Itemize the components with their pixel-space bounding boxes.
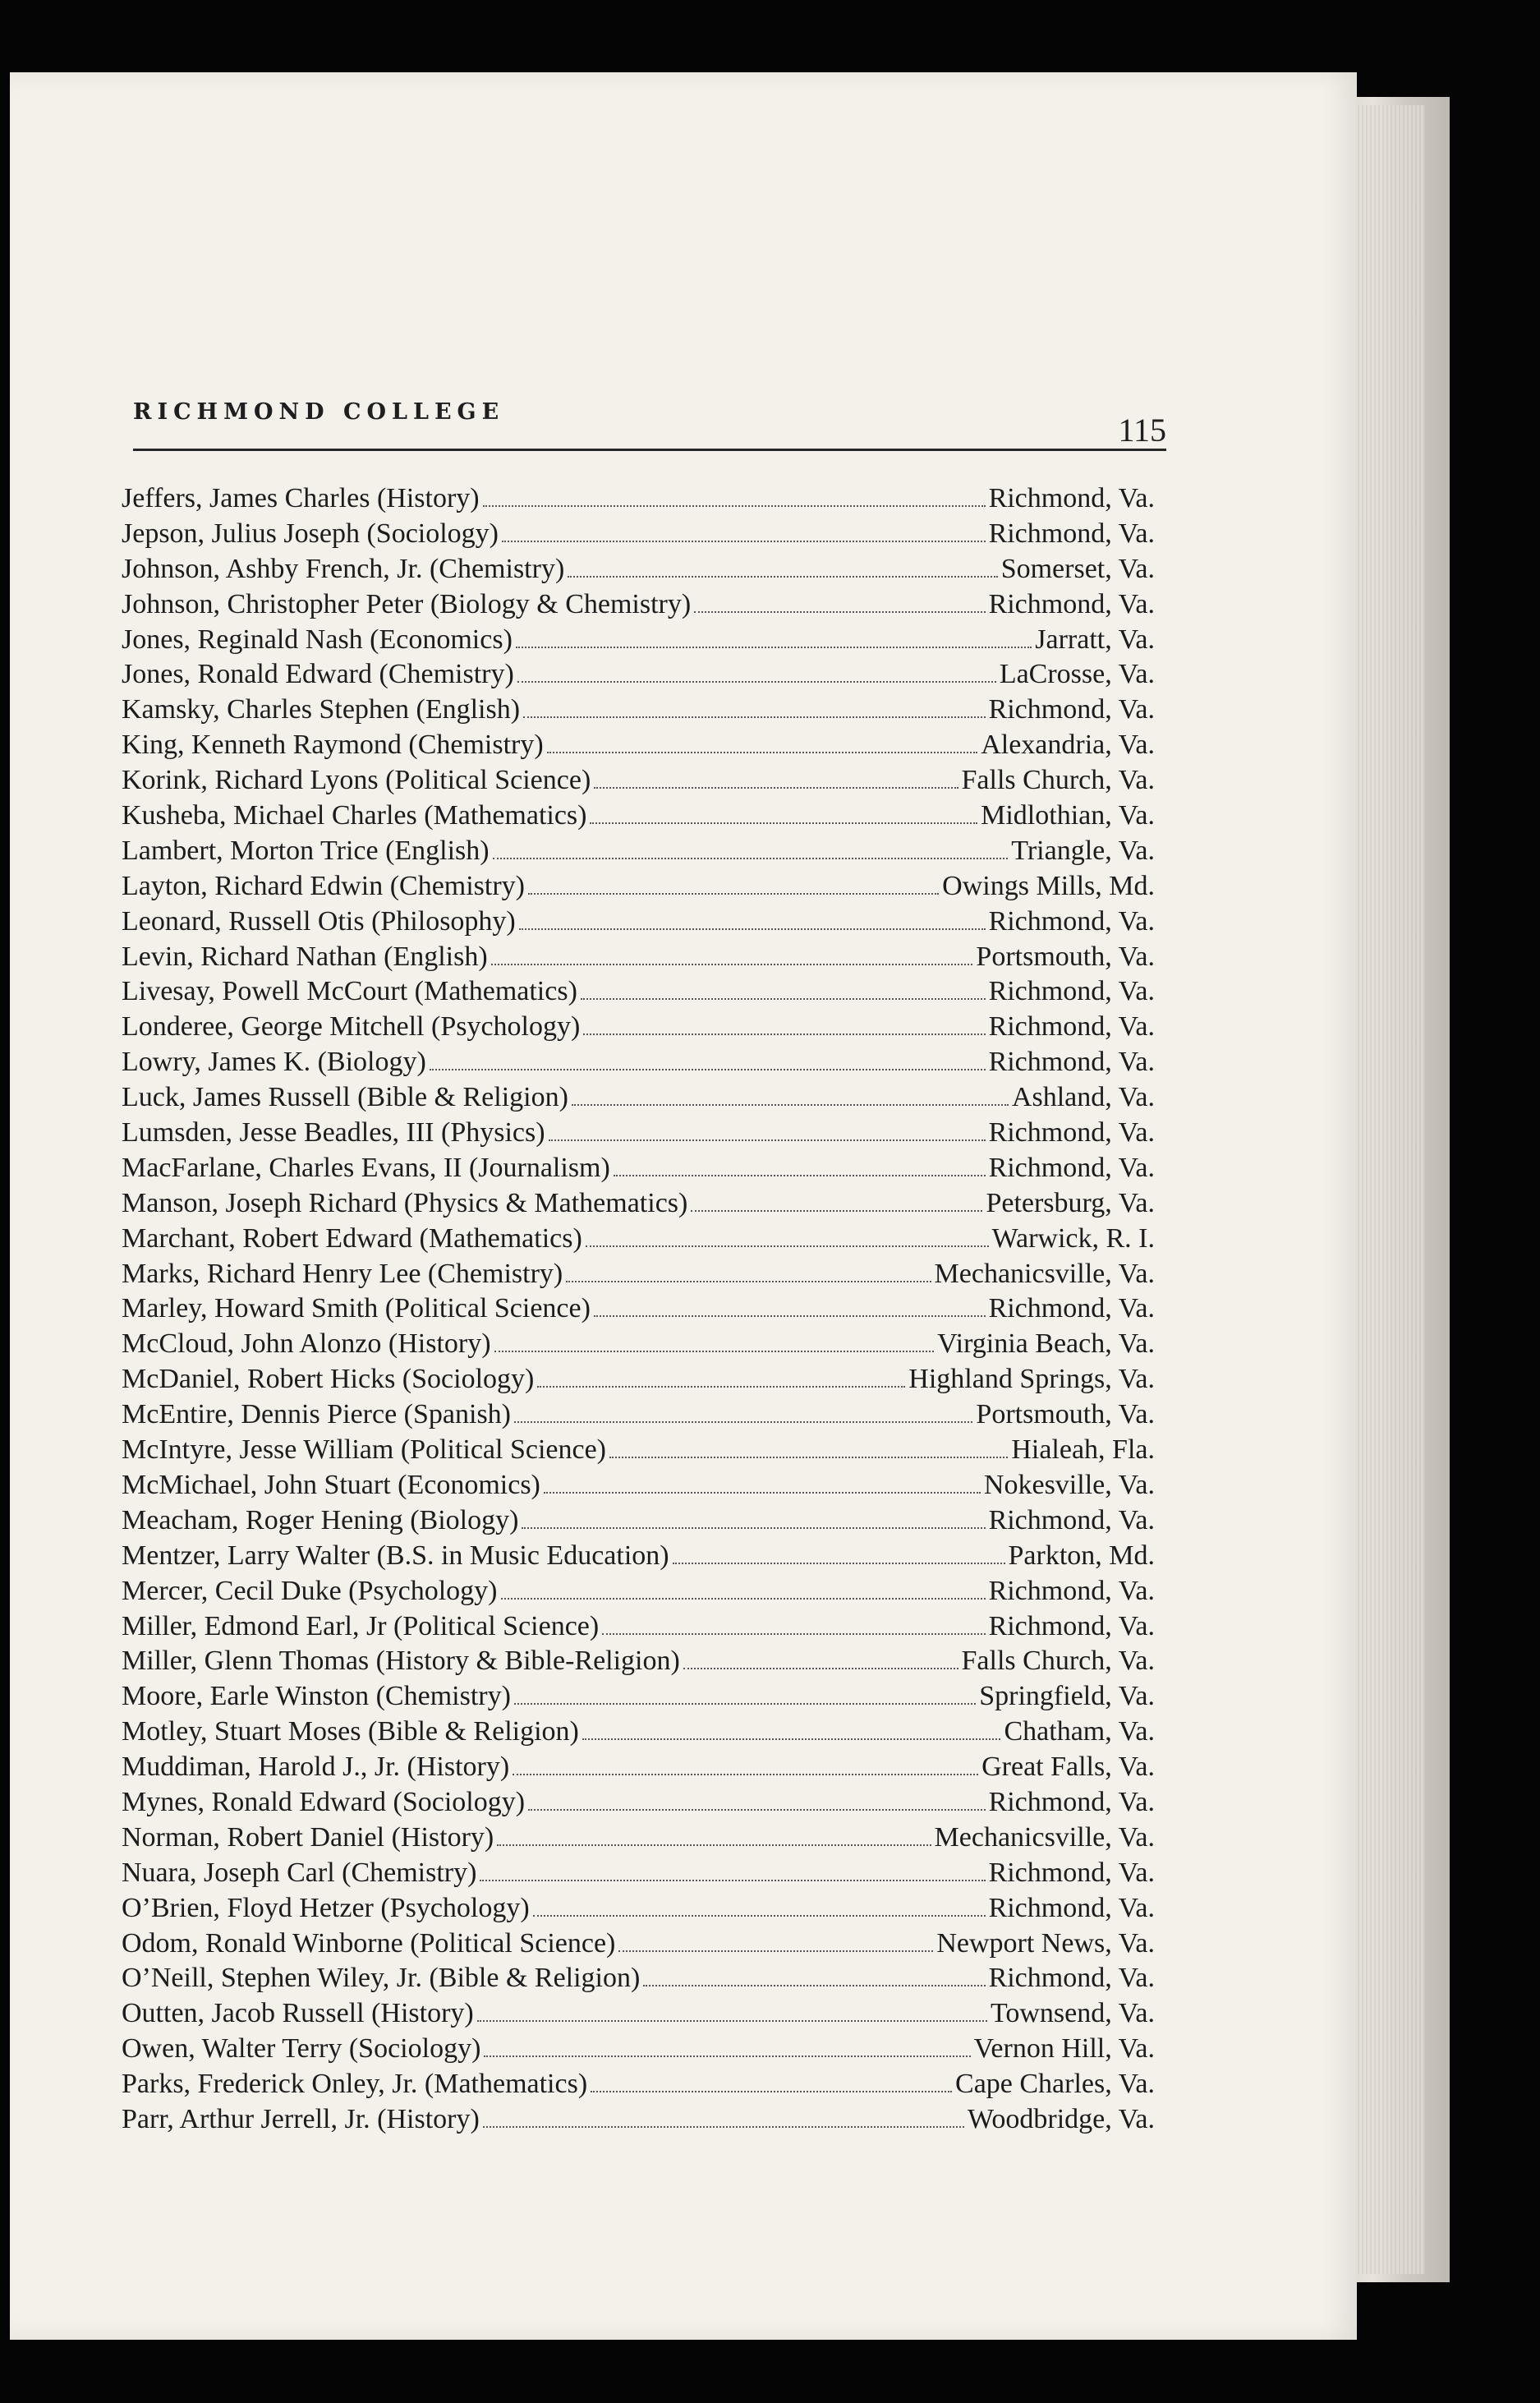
list-item (122, 659, 1155, 694)
dot-leader (537, 1386, 905, 1388)
hometown: Parkton, Md. (1008, 1540, 1155, 1571)
dot-leader (522, 1527, 985, 1529)
student-name: Lowry, James K. (Biology) (122, 1047, 426, 1078)
dot-leader (694, 611, 985, 613)
hometown: Falls Church, Va. (961, 765, 1155, 796)
list-item (122, 1082, 1155, 1117)
list-item (122, 1223, 1155, 1259)
student-name: MacFarlane, Charles Evans, II (Journalism) (122, 1152, 610, 1183)
hometown: Richmond, Va. (988, 1786, 1155, 1817)
student-name: Levin, Richard Nathan (English) (122, 941, 488, 972)
dot-leader (491, 964, 973, 965)
student-name: Moore, Earle Winston (Chemistry) (122, 1681, 511, 1712)
dot-leader (568, 576, 997, 578)
dot-leader (691, 1210, 982, 1212)
student-name: McEntire, Dennis Pierce (Spanish) (122, 1399, 511, 1430)
dot-leader (582, 1738, 1001, 1740)
hometown: Petersburg, Va. (986, 1187, 1155, 1218)
student-name: Jones, Ronald Edward (Chemistry) (122, 659, 514, 690)
dot-leader (528, 893, 939, 895)
student-name: Parr, Arthur Jerrell, Jr. (History) (122, 2103, 480, 2134)
list-item (122, 1787, 1155, 1822)
list-item (122, 1893, 1155, 1928)
hometown: Great Falls, Va. (981, 1752, 1155, 1783)
page-stack-texture (1347, 105, 1425, 2274)
student-name: Jones, Reginald Nash (Economics) (122, 624, 513, 655)
dot-leader (581, 998, 986, 1000)
dot-leader (673, 1563, 1005, 1564)
dot-leader (591, 2091, 952, 2092)
dot-leader (609, 1457, 1008, 1458)
list-item (122, 554, 1155, 589)
list-item (122, 1857, 1155, 1893)
dot-leader (602, 1633, 985, 1635)
header-rule (133, 449, 1166, 451)
student-name: Marks, Richard Henry Lee (Chemistry) (122, 1258, 563, 1289)
hometown: Vernon Hill, Va. (973, 2033, 1155, 2065)
student-name: O’Neill, Stephen Wiley, Jr. (Bible & Religion) (122, 1963, 641, 1994)
dot-leader (533, 1915, 986, 1917)
dot-leader (683, 1668, 958, 1669)
hometown: Richmond, Va. (988, 1011, 1155, 1043)
student-name: Lambert, Morton Trice (English) (122, 835, 490, 866)
student-list (122, 483, 1155, 2139)
dot-leader (583, 1033, 985, 1035)
list-item (122, 2069, 1155, 2104)
hometown: Alexandria, Va. (981, 730, 1155, 761)
dot-leader (547, 752, 977, 753)
student-name: Mercer, Cecil Duke (Psychology) (122, 1575, 498, 1606)
dot-leader (523, 716, 986, 718)
list-item (122, 1259, 1155, 1294)
list-item (122, 765, 1155, 800)
student-name: Luck, James Russell (Bible & Religion) (122, 1082, 568, 1113)
list-item (122, 1928, 1155, 1963)
hometown: Warwick, R. I. (991, 1222, 1155, 1254)
hometown: Mechanicsville, Va. (934, 1821, 1155, 1853)
dot-leader (480, 1880, 985, 1881)
list-item (122, 1752, 1155, 1787)
hometown: Richmond, Va. (988, 976, 1155, 1007)
list-item (122, 1822, 1155, 1857)
hometown: Portsmouth, Va. (976, 1399, 1155, 1430)
student-name: Johnson, Christopher Peter (Biology & Chemistry) (122, 588, 692, 619)
list-item (122, 518, 1155, 554)
hometown: Richmond, Va. (988, 483, 1155, 513)
hometown: Jarratt, Va. (1035, 624, 1155, 655)
dot-leader (544, 1492, 981, 1494)
hometown: Richmond, Va. (988, 1293, 1155, 1324)
hometown: Falls Church, Va. (961, 1646, 1155, 1677)
dot-leader (549, 1139, 986, 1141)
student-name: Leonard, Russell Otis (Philosophy) (122, 905, 516, 937)
hometown: Somerset, Va. (1000, 553, 1155, 584)
list-item (122, 589, 1155, 624)
dot-leader (566, 1281, 931, 1282)
hometown: Richmond, Va. (988, 1963, 1155, 1994)
dot-leader (590, 822, 977, 824)
list-item (122, 1681, 1155, 1716)
student-name: Lumsden, Jesse Beadles, III (Physics) (122, 1117, 545, 1149)
hometown: Cape Charles, Va. (955, 2069, 1155, 2100)
student-name: O’Brien, Floyd Hetzer (Psychology) (122, 1892, 530, 1923)
dot-leader (484, 2055, 970, 2057)
list-item (122, 1434, 1155, 1470)
book-page (10, 72, 1357, 2340)
student-name: McDaniel, Robert Hicks (Sociology) (122, 1364, 535, 1395)
dot-leader (594, 787, 958, 789)
dot-leader (497, 1844, 931, 1846)
dot-leader (618, 1950, 933, 1952)
student-name: Nuara, Joseph Carl (Chemistry) (122, 1857, 477, 1888)
list-item (122, 1470, 1155, 1505)
student-name: Livesay, Powell McCourt (Mathematics) (122, 976, 577, 1007)
hometown: Owings Mills, Md. (942, 870, 1155, 901)
dot-leader (614, 1175, 986, 1176)
student-name: Johnson, Ashby French, Jr. (Chemistry) (122, 553, 565, 584)
list-item (122, 1611, 1155, 1646)
student-name: Odom, Ronald Winborne (Political Science) (122, 1927, 616, 1959)
dot-leader (494, 1351, 935, 1352)
list-item (122, 1505, 1155, 1540)
student-name: Jeffers, James Charles (History) (122, 483, 480, 513)
hometown: Newport News, Va. (936, 1927, 1155, 1959)
list-item (122, 836, 1155, 871)
list-item (122, 624, 1155, 660)
student-name: Motley, Stuart Moses (Bible & Religion) (122, 1716, 579, 1747)
hometown: Richmond, Va. (988, 1610, 1155, 1641)
list-item (122, 1117, 1155, 1153)
list-item (122, 2033, 1155, 2069)
list-item (122, 730, 1155, 765)
dot-leader (594, 1315, 986, 1317)
student-name: McIntyre, Jesse William (Political Science) (122, 1434, 607, 1466)
list-item (122, 1576, 1155, 1611)
hometown: Virginia Beach, Va. (937, 1328, 1155, 1360)
student-name: Norman, Robert Daniel (History) (122, 1821, 494, 1853)
list-item (122, 800, 1155, 836)
dot-leader (501, 1598, 986, 1600)
hometown: Richmond, Va. (988, 1892, 1155, 1923)
student-name: Korink, Richard Lyons (Political Science) (122, 765, 591, 796)
dot-leader (477, 2020, 987, 2022)
dot-leader (513, 1774, 978, 1775)
list-item (122, 1963, 1155, 1998)
dot-leader (430, 1069, 986, 1070)
student-name: Mentzer, Larry Walter (B.S. in Music Education) (122, 1540, 669, 1571)
student-name: Manson, Joseph Richard (Physics & Mathematics) (122, 1187, 688, 1218)
dot-leader (483, 505, 986, 507)
list-item (122, 1364, 1155, 1399)
list-item (122, 1047, 1155, 1082)
list-item (122, 1011, 1155, 1047)
hometown: Nokesville, Va. (983, 1469, 1155, 1500)
hometown: LaCrosse, Va. (999, 659, 1155, 690)
dot-leader (502, 541, 986, 542)
hometown: Richmond, Va. (988, 1857, 1155, 1888)
hometown: Richmond, Va. (988, 1504, 1155, 1535)
dot-leader (514, 1421, 972, 1423)
student-name: Marchant, Robert Edward (Mathematics) (122, 1222, 582, 1254)
running-head: RICHMOND COLLEGE (133, 399, 505, 425)
student-name: Outten, Jacob Russell (History) (122, 1998, 474, 2029)
list-item (122, 941, 1155, 977)
list-item (122, 1646, 1155, 1681)
dot-leader (586, 1245, 989, 1247)
list-item (122, 694, 1155, 730)
hometown: Richmond, Va. (988, 518, 1155, 549)
student-name: Londeree, George Mitchell (Psychology) (122, 1011, 581, 1043)
list-item (122, 871, 1155, 906)
hometown: Richmond, Va. (988, 1117, 1155, 1149)
hometown: Richmond, Va. (988, 694, 1155, 725)
hometown: Midlothian, Va. (981, 800, 1155, 831)
hometown: Springfield, Va. (979, 1681, 1155, 1712)
hometown: Highland Springs, Va. (908, 1364, 1155, 1395)
page-number: 115 (1118, 412, 1166, 449)
student-name: Meacham, Roger Hening (Biology) (122, 1504, 519, 1535)
hometown: Townsend, Va. (990, 1998, 1155, 2029)
list-item (122, 1540, 1155, 1576)
dot-leader (483, 2126, 964, 2128)
dot-leader (517, 681, 996, 683)
hometown: Woodbridge, Va. (968, 2103, 1155, 2134)
list-item (122, 1328, 1155, 1364)
student-name: Layton, Richard Edwin (Chemistry) (122, 870, 526, 901)
list-item (122, 1716, 1155, 1752)
hometown: Hialeah, Fla. (1011, 1434, 1155, 1466)
list-item (122, 1399, 1155, 1434)
list-item (122, 1293, 1155, 1328)
student-name: Muddiman, Harold J., Jr. (History) (122, 1752, 510, 1783)
dot-leader (493, 858, 1009, 859)
hometown: Portsmouth, Va. (976, 941, 1155, 972)
student-name: Jepson, Julius Joseph (Sociology) (122, 518, 499, 549)
student-name: Kusheba, Michael Charles (Mathematics) (122, 800, 587, 831)
hometown: Richmond, Va. (988, 905, 1155, 937)
student-name: Marley, Howard Smith (Political Science) (122, 1293, 591, 1324)
list-item (122, 483, 1155, 518)
student-name: McMichael, John Stuart (Economics) (122, 1469, 540, 1500)
student-name: Mynes, Ronald Edward (Sociology) (122, 1786, 526, 1817)
hometown: Mechanicsville, Va. (934, 1258, 1155, 1289)
hometown: Ashland, Va. (1011, 1082, 1155, 1113)
student-name: Owen, Walter Terry (Sociology) (122, 2033, 481, 2065)
student-name: Miller, Edmond Earl, Jr (Political Science) (122, 1610, 600, 1641)
dot-leader (643, 1985, 985, 1986)
hometown: Richmond, Va. (988, 588, 1155, 619)
list-item (122, 976, 1155, 1011)
page-header (133, 399, 1166, 458)
student-name: Miller, Glenn Thomas (History & Bible-Religion) (122, 1646, 680, 1677)
dot-leader (572, 1104, 1009, 1106)
hometown: Richmond, Va. (988, 1047, 1155, 1078)
list-item (122, 906, 1155, 941)
hometown: Richmond, Va. (988, 1152, 1155, 1183)
list-item (122, 1188, 1155, 1223)
hometown: Chatham, Va. (1004, 1716, 1155, 1747)
dot-leader (516, 647, 1032, 648)
list-item (122, 1153, 1155, 1188)
student-name: McCloud, John Alonzo (History) (122, 1328, 491, 1360)
hometown: Richmond, Va. (988, 1575, 1155, 1606)
dot-leader (528, 1809, 986, 1811)
student-name: Kamsky, Charles Stephen (English) (122, 694, 521, 725)
dot-leader (519, 928, 986, 930)
dot-leader (514, 1703, 976, 1705)
hometown: Triangle, Va. (1011, 835, 1155, 866)
student-name: King, Kenneth Raymond (Chemistry) (122, 730, 544, 761)
student-name: Parks, Frederick Onley, Jr. (Mathematics) (122, 2069, 588, 2100)
list-item (122, 2104, 1155, 2139)
list-item (122, 1998, 1155, 2033)
